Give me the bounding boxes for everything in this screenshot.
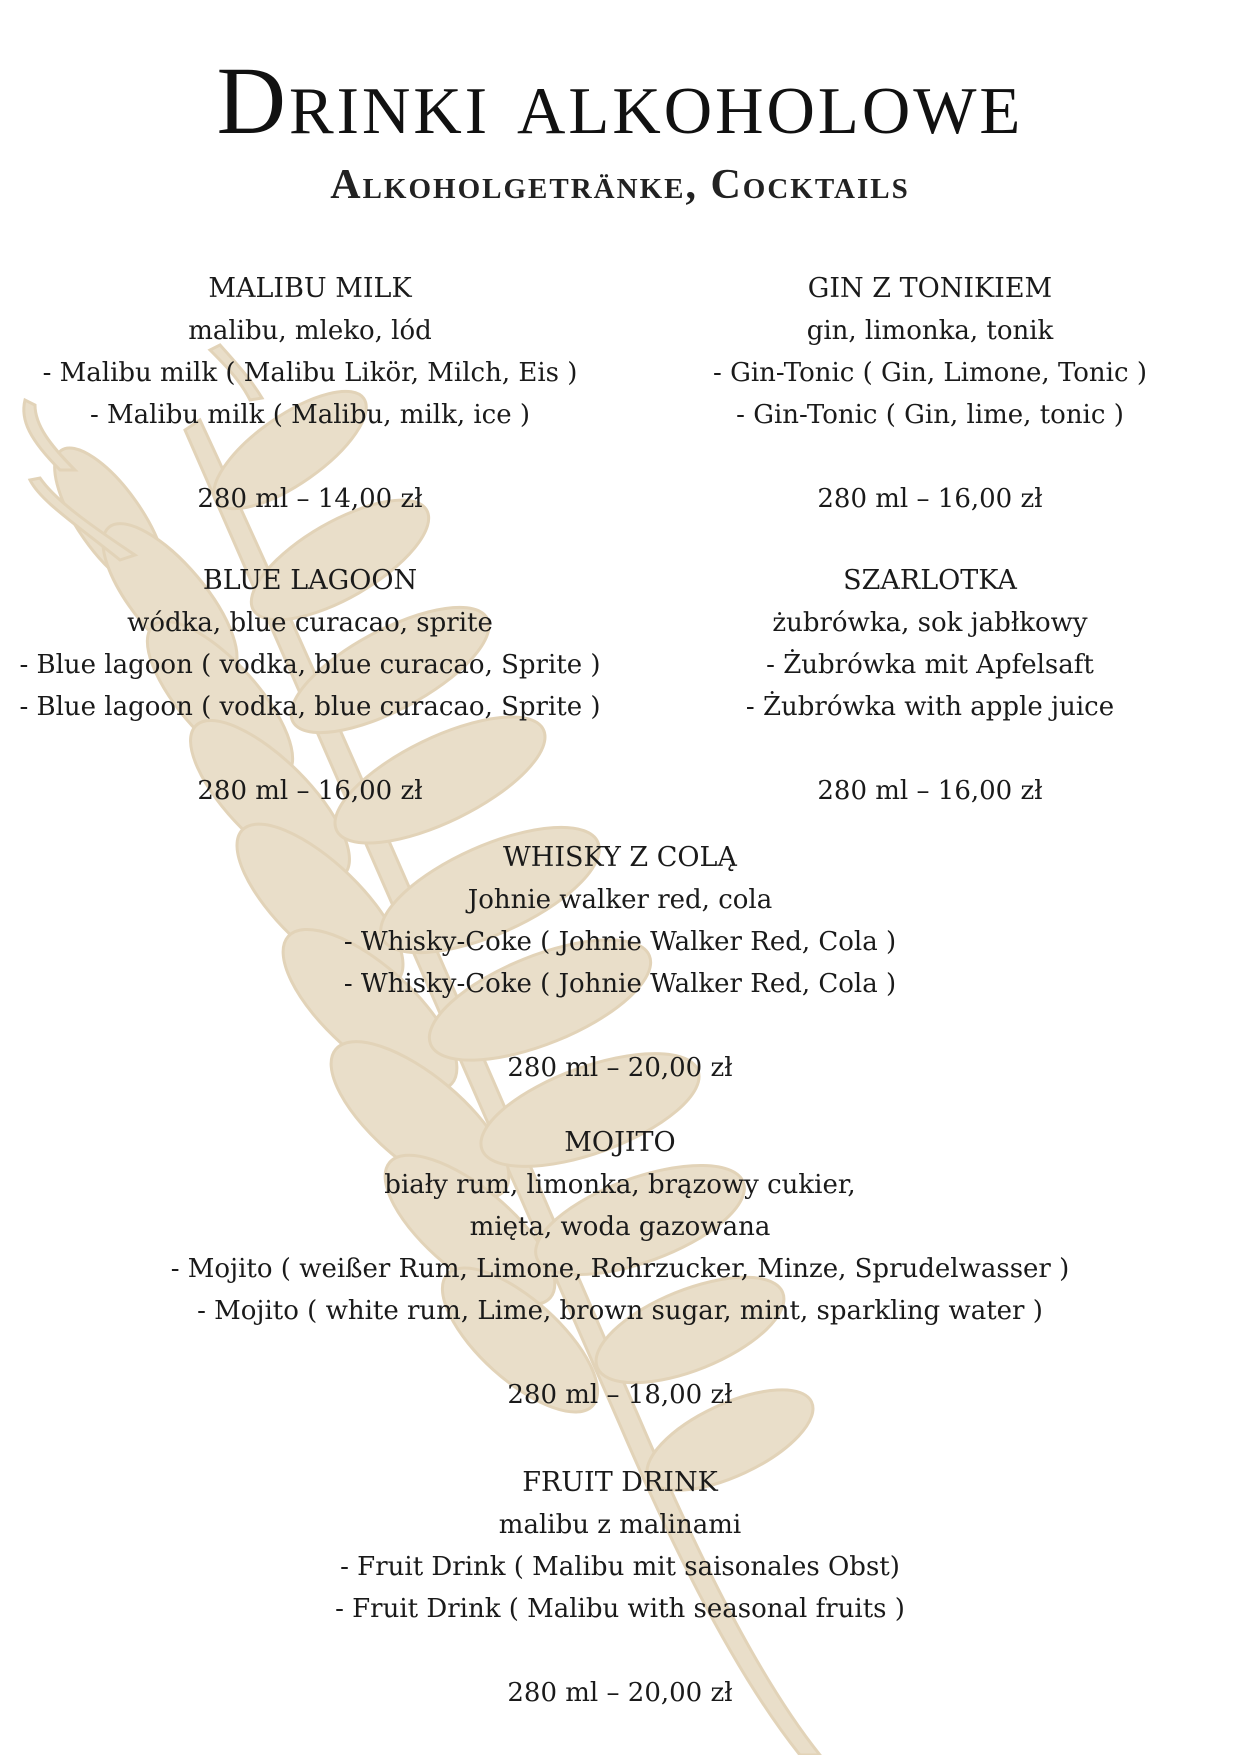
drink-malibu-milk: [0, 268, 620, 520]
drink-price: 280 ml – 14,00 zł: [197, 484, 423, 514]
page-subtitle: Alkoholgetränke, Cocktails: [330, 162, 910, 208]
drink-description-de: - Malibu milk ( Malibu Likör, Milch, Eis ): [42, 358, 578, 388]
drink-description-de: - Mojito ( weißer Rum, Limone, Rohrzucker, Minze, Sprudelwasser ): [170, 1254, 1070, 1284]
drink-ingredients-pl: Johnie walker red, cola: [467, 885, 773, 915]
drink-price: 280 ml – 20,00 zł: [507, 1053, 733, 1083]
drink-price: 280 ml – 16,00 zł: [197, 776, 423, 806]
drink-blue-lagoon: [0, 560, 620, 812]
drink-description-de: - Blue lagoon ( vodka, blue curacao, Sprite ): [19, 650, 601, 680]
drink-description-en: - Blue lagoon ( vodka, blue curacao, Sprite ): [19, 692, 601, 722]
drink-ingredients-pl-cont: mięta, woda gazowana: [469, 1212, 771, 1242]
drink-price: 280 ml – 16,00 zł: [817, 484, 1043, 514]
drink-ingredients-pl: żubrówka, sok jabłkowy: [772, 608, 1088, 638]
drink-fruit-drink: [0, 1462, 1240, 1714]
drink-description-en: - Żubrówka with apple juice: [745, 692, 1115, 722]
drink-description-de: - Gin-Tonic ( Gin, Limone, Tonic ): [713, 358, 1147, 388]
drink-name: MOJITO: [564, 1127, 676, 1158]
drink-description-en: - Mojito ( white rum, Lime, brown sugar, mint, sparkling water ): [197, 1296, 1043, 1326]
drink-name: SZARLOTKA: [843, 565, 1017, 596]
drink-price: 280 ml – 20,00 zł: [507, 1678, 733, 1708]
drink-description-de: - Żubrówka mit Apfelsaft: [766, 650, 1094, 680]
drink-price: 280 ml – 16,00 zł: [817, 776, 1043, 806]
drink-szarlotka: [620, 560, 1240, 812]
drink-ingredients-pl: malibu, mleko, lód: [188, 316, 432, 346]
drink-gin-z-tonikiem: [620, 268, 1240, 520]
drink-description-en: - Fruit Drink ( Malibu with seasonal fruits ): [335, 1594, 905, 1624]
drink-description-en: - Gin-Tonic ( Gin, lime, tonic ): [736, 400, 1124, 430]
drink-name: WHISKY Z COLĄ: [503, 842, 737, 873]
drink-description-de: - Whisky-Coke ( Johnie Walker Red, Cola ): [343, 927, 897, 957]
drink-description-en: - Malibu milk ( Malibu, milk, ice ): [89, 400, 531, 430]
drink-ingredients-pl: wódka, blue curacao, sprite: [127, 608, 493, 638]
drink-name: GIN Z TONIKIEM: [807, 273, 1053, 304]
drink-ingredients-pl: gin, limonka, tonik: [806, 316, 1054, 346]
drink-ingredients-pl: biały rum, limonka, brązowy cukier,: [384, 1170, 856, 1200]
drink-name: MALIBU MILK: [208, 273, 412, 304]
drink-description-en: - Whisky-Coke ( Johnie Walker Red, Cola ): [343, 969, 897, 999]
drink-ingredients-pl: malibu z malinami: [498, 1510, 742, 1540]
drink-name: BLUE LAGOON: [202, 565, 418, 596]
drink-whisky-z-cola: [0, 837, 1240, 1089]
page-title: Drinki alkoholowe: [216, 47, 1024, 154]
drink-name: FRUIT DRINK: [522, 1467, 718, 1498]
drink-mojito: [0, 1122, 1240, 1416]
drink-description-de: - Fruit Drink ( Malibu mit saisonales Obst): [340, 1552, 900, 1582]
drink-price: 280 ml – 18,00 zł: [507, 1380, 733, 1410]
